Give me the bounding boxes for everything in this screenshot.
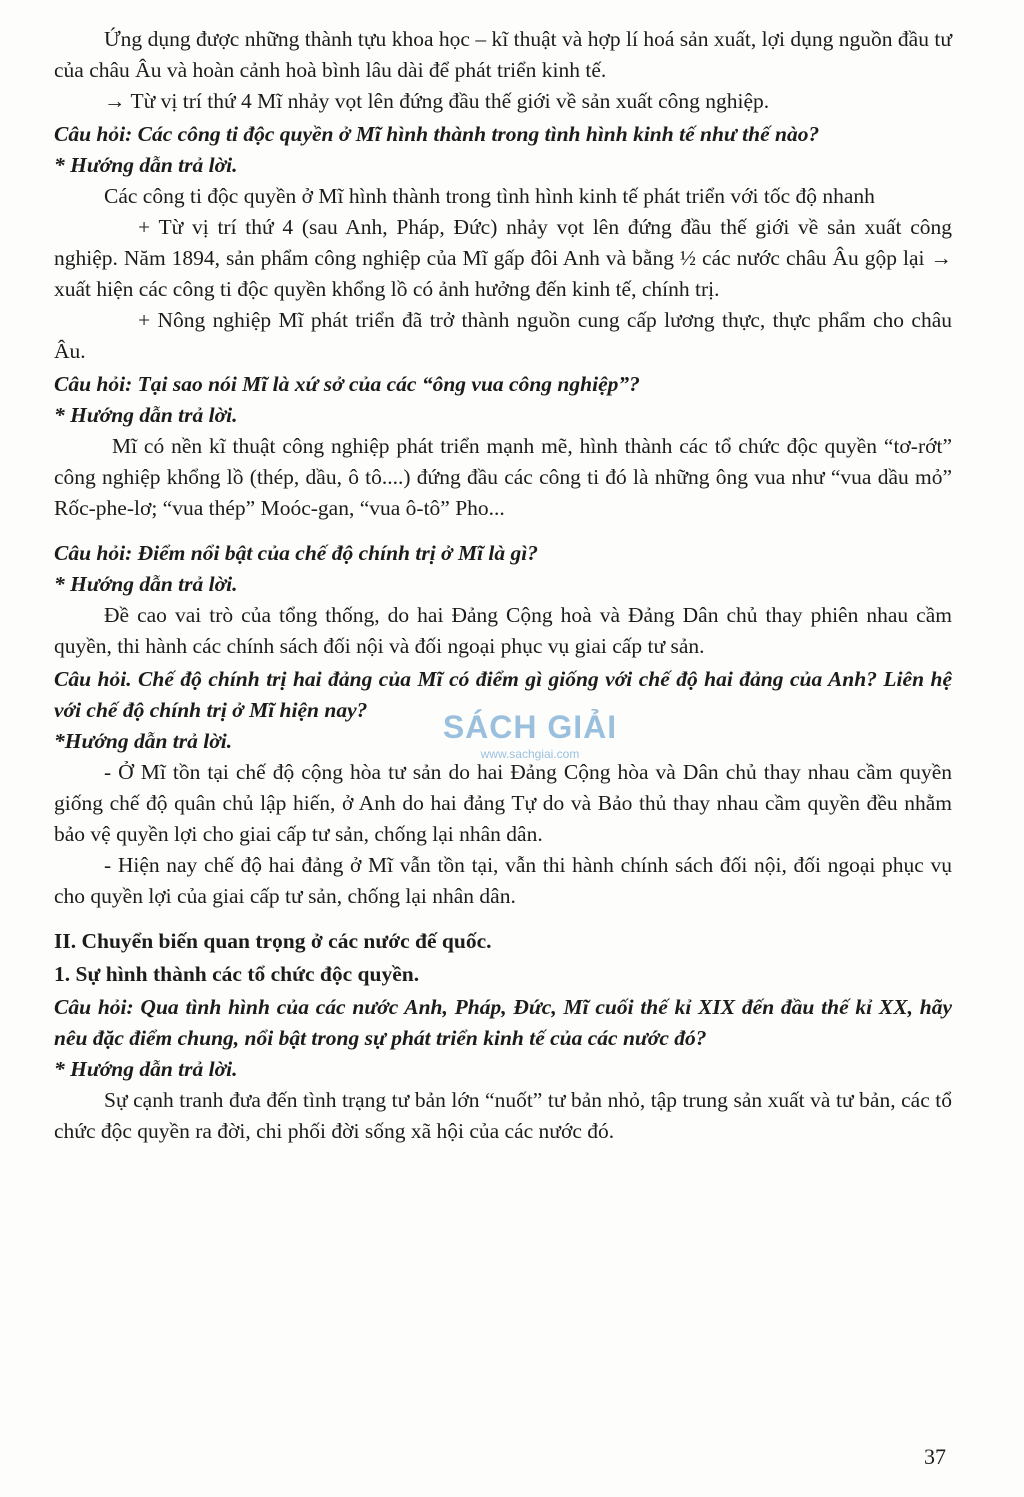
paragraph: Đề cao vai trò của tổng thống, do hai Đảng Cộng hoà và Đảng Dân chủ thay phiên nhau cầm quyền, thi hành các chính sách đối nội và đối ngoại phục vụ giai cấp tư sản. [54, 603, 952, 658]
question: Câu hỏi: Điểm nổi bật của chế độ chính trị ở Mĩ là gì? [54, 541, 539, 565]
paragraph: Các công ti độc quyền ở Mĩ hình thành trong tình hình kinh tế phát triển với tốc độ nhanh [104, 184, 875, 208]
subsection-heading: 1. Sự hình thành các tổ chức độc quyền. [54, 962, 420, 986]
question: Câu hỏi: Qua tình hình của các nước Anh, Pháp, Đức, Mĩ cuối thế kỉ XIX đến đầu thế kỉ XX, hãy nêu đặc điểm chung, nổi bật trong sự phát triển kinh tế của các nước đó? [54, 995, 952, 1050]
paragraph: - Hiện nay chế độ hai đảng ở Mĩ vẫn tồn tại, vẫn thi hành chính sách đối nội, đối ngoại phục vụ cho quyền lợi của giai cấp tư sản, chống lại nhân dân. [54, 853, 952, 908]
page-number: 37 [924, 1444, 946, 1469]
paragraph: + Từ vị trí thứ 4 (sau Anh, Pháp, Đức) nhảy vọt lên đứng đầu thế giới về sản xuất công nghiệp. Năm 1894, sản phẩm công nghiệp của Mĩ gấp đôi Anh và bằng ½ các nước châu Âu gộp lại → xuất hiện các công ti độc quyền khổng lồ có ảnh hưởng đến kinh tế, chính trị. [54, 215, 952, 301]
answer-heading: * Hướng dẫn trả lời. [54, 403, 238, 427]
paragraph: Ứng dụng được những thành tựu khoa học – kĩ thuật và hợp lí hoá sản xuất, lợi dụng nguồn đầu tư của châu Âu và hoàn cảnh hoà bình lâu dài để phát triển kinh tế. [54, 27, 952, 82]
paragraph: Sự cạnh tranh đưa đến tình trạng tư bản lớn “nuốt” tư bản nhỏ, tập trung sản xuất và tư bản, các tổ chức độc quyền ra đời, chi phối đời sống xã hội của các nước đó. [54, 1088, 952, 1143]
question: Câu hỏi: Tại sao nói Mĩ là xứ sở của các “ông vua công nghiệp”? [54, 372, 640, 396]
question: Câu hỏi. Chế độ chính trị hai đảng của Mĩ có điểm gì giống với chế độ hai đảng của Anh? Liên hệ với chế độ chính trị ở Mĩ hiện nay? [54, 667, 952, 722]
paragraph: + Nông nghiệp Mĩ phát triển đã trở thành nguồn cung cấp lương thực, thực phẩm cho châu Âu. [54, 308, 952, 363]
watermark-url: www.sachgiai.com [480, 747, 580, 761]
answer-heading: * Hướng dẫn trả lời. [54, 572, 238, 596]
answer-heading: * Hướng dẫn trả lời. [54, 153, 238, 177]
document-body [54, 24, 952, 1147]
section-heading: II. Chuyển biến quan trọng ở các nước đế quốc. [54, 929, 492, 953]
answer-heading: * Hướng dẫn trả lời. [54, 1057, 238, 1081]
paragraph: Mĩ có nền kĩ thuật công nghiệp phát triển mạnh mẽ, hình thành các tổ chức độc quyền “tơ-rớt” công nghiệp khổng lồ (thép, dầu, ô tô....) đứng đầu các công ti đó là những ông vua như “vua dầu mỏ” Rốc-phe-lơ; “vua thép” Moóc-gan, “vua ô-tô” Pho... [54, 434, 952, 520]
watermark-logo: SÁCH GIẢI [442, 709, 618, 745]
paragraph: - Ở Mĩ tồn tại chế độ cộng hòa tư sản do hai Đảng Cộng hòa và Dân chủ thay nhau cầm quyền giống chế độ quân chủ lập hiến, ở Anh do hai đảng Tự do và Bảo thủ thay nhau cầm quyền đều nhằm bảo vệ quyền lợi cho giai cấp tư sản, chống lại nhân dân. [54, 760, 952, 846]
question: Câu hỏi: Các công ti độc quyền ở Mĩ hình thành trong tình hình kinh tế như thế nào? [54, 122, 820, 146]
answer-heading: *Hướng dẫn trả lời. [54, 729, 233, 753]
paragraph: → Từ vị trí thứ 4 Mĩ nhảy vọt lên đứng đầu thế giới về sản xuất công nghiệp. [104, 89, 770, 113]
watermark [410, 707, 650, 787]
